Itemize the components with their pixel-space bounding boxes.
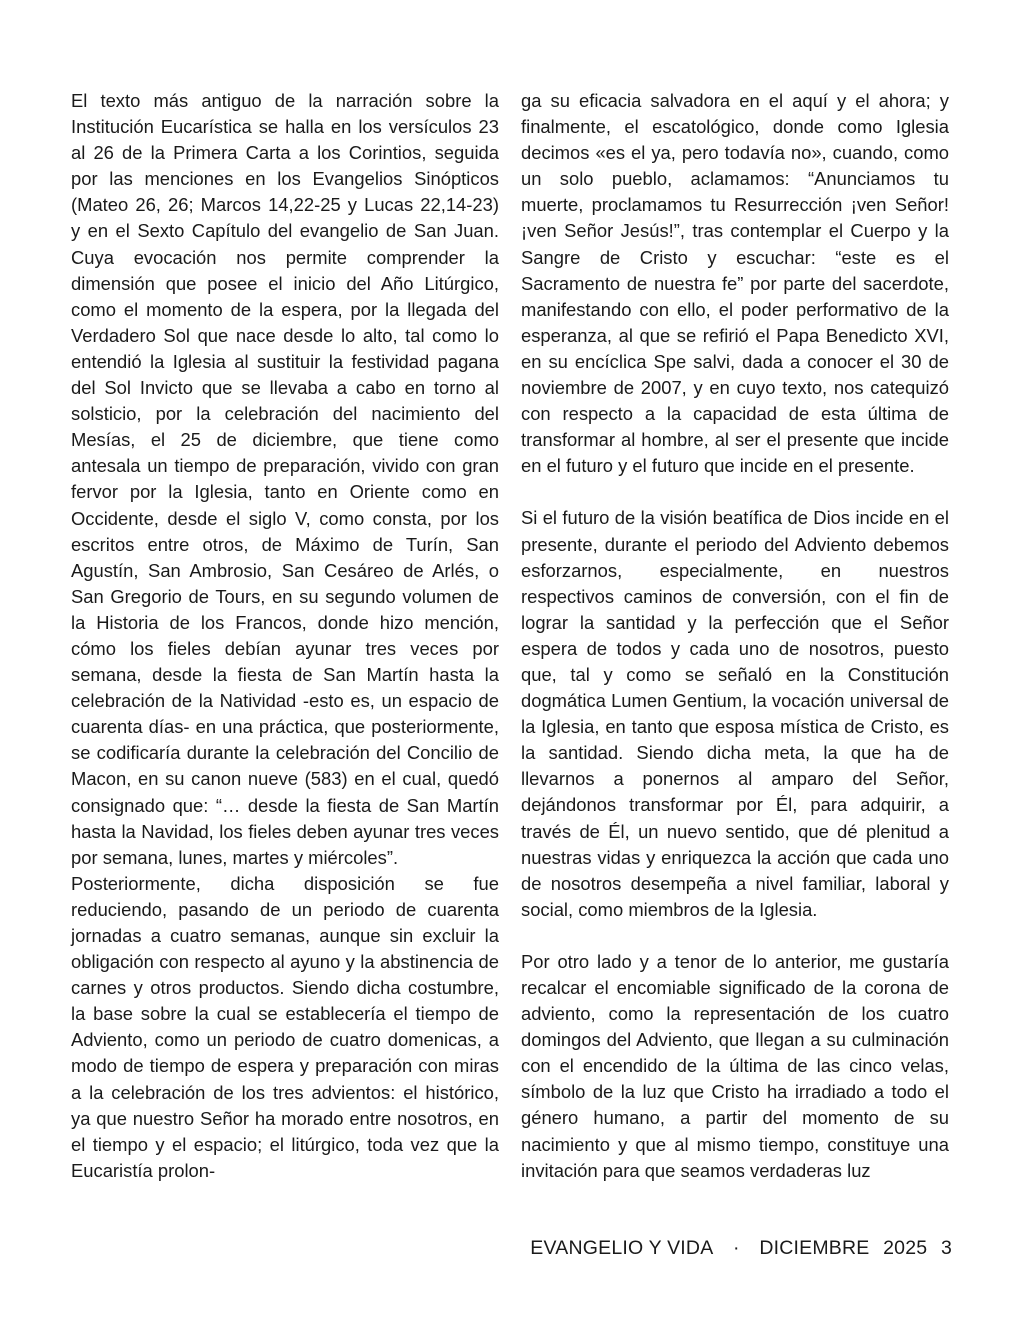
right-paragraph-3: Por otro lado y a tenor de lo anterior, me gustaría recalcar el encomiable significado de la corona de adviento, como la representación de los cuatro domingos del Adviento, que llegan a su culminación con el encendido de la última de las cinco velas, símbolo de la luz que Cristo ha irradiado a todo el género humano, a partir del momento de su nacimiento y que al mismo tiempo, constituye una invitación para que seamos verdaderas luz bbox=[521, 950, 949, 1181]
left-paragraph-2: Posteriormente, dicha disposición se fue reduciendo, pasando de un periodo de cuarenta jornadas a cuatro semanas, aunque sin excluir la obligación con respecto al ayuno y la abstinencia de carnes y otros productos. Siendo dicha costumbre, la base sobre la cual se establecería el tiempo de Adviento, como un periodo de cuatro domenicas, a modo de tiempo de espera y preparación con miras a la celebración de los tres advientos: el histórico, ya que nuestro Señor ha morado entre nosotros, en el tiempo y el espacio; el litúrgico, toda vez que la Eucaristía prolon- bbox=[71, 872, 499, 1181]
publication-name: EVANGELIO Y VIDA bbox=[530, 1237, 714, 1259]
left-paragraph-1: El texto más antiguo de la narración sobre la Institución Eucarística se halla en los versículos 23 al 26 de la Primera Carta a los Corintios, seguida por las menciones en los Evangelios Sinópticos (Mateo 26, 26; Marcos 14,22-25 y Lucas 22,14-23) y en el Sexto Capítulo del evangelio de San Juan. Cuya evocación nos permite comprender la dimensión que posee el inicio del Año Litúrgico, como el momento de la espera, por la llegada del Verdadero Sol que nace desde lo alto, tal como lo entendió la Iglesia al sustituir la festividad pagana del Sol Invicto que se llevaba a cabo en torno al solsticio, por la celebración del nacimiento del Mesías, el 25 de diciembre, que tiene como antesala un tiempo de preparación, vivido con gran fervor por la Iglesia, tanto en Oriente como en Occidente, desde el siglo V, como consta, por los escritos entre otros, de Máximo de Turín, San Agustín, San Ambrosio, San Cesáreo de Arlés, o San Gregorio de Tours, en su segundo volumen de la Historia de los Francos, donde hizo mención, cómo los fieles debían ayunar tres veces por semana, desde la fiesta de San Martín hasta la celebración de la Natividad -esto es, un espacio de cuarenta días- en una práctica, que posteriormente, se codificaría durante la celebración del Concilio de Macon, en su canon nueve (583) en el cual, quedó consignado que: “… desde la fiesta de San Martín hasta la Navidad, los fieles deben ayunar tres veces por semana, lunes, martes y miércoles”. bbox=[71, 90, 499, 868]
page-number: 3 bbox=[940, 1237, 952, 1259]
right-column bbox=[521, 88, 949, 1184]
issue-month: DICIEMBRE bbox=[759, 1237, 870, 1259]
left-column bbox=[71, 88, 499, 1184]
right-paragraph-2: Si el futuro de la visión beatífica de Dios incide en el presente, durante el periodo del Adviento debemos esforzarnos, especialmente, en nuestros respectivos caminos de conversión, con el fin de lograr la santidad y la perfección que el Señor espera de todos y cada uno de nosotros, puesto que, tal y como se señaló en la Constitución dogmática Lumen Gentium, la vocación universal de la Iglesia, en tanto que esposa mística de Cristo, es la santidad. Siendo dicha meta, la que ha de llevarnos a ponernos al amparo del Señor, dejándonos transformar por Él, para adquirir, a través de Él, un nuevo sentido, que dé plenitud a nuestras vidas y enriquezca la acción que cada uno de nosotros desempeña a nivel familiar, laboral y social, como miembros de la Iglesia. bbox=[521, 507, 949, 920]
issue-year: 2025 bbox=[883, 1237, 928, 1259]
right-paragraph-1: ga su eficacia salvadora en el aquí y el ahora; y finalmente, el escatológico, donde como Iglesia decimos «es el ya, pero todavía no», cuando, como un solo pueblo, aclamamos: “Anunciamos tu muerte, proclamamos tu Resurrección ¡ven Señor! ¡ven Señor Jesús!”, tras contemplar el Cuerpo y la Sangre de Cristo y escuchar: “este es el Sacramento de nuestra fe” por parte del sacerdote, manifestando con ello, el poder performativo de la esperanza, al que se refirió el Papa Benedicto XVI, en su encíclica Spe salvi, dada a conocer el 30 de noviembre de 2007, y en cuyo texto, nos catequizó con respecto a la capacidad de esta última de transformar al hombre, al ser el presente que incide en el futuro y el futuro que incide en el presente. bbox=[521, 90, 949, 477]
page-footer bbox=[530, 1237, 952, 1260]
footer-separator: · bbox=[733, 1237, 740, 1259]
